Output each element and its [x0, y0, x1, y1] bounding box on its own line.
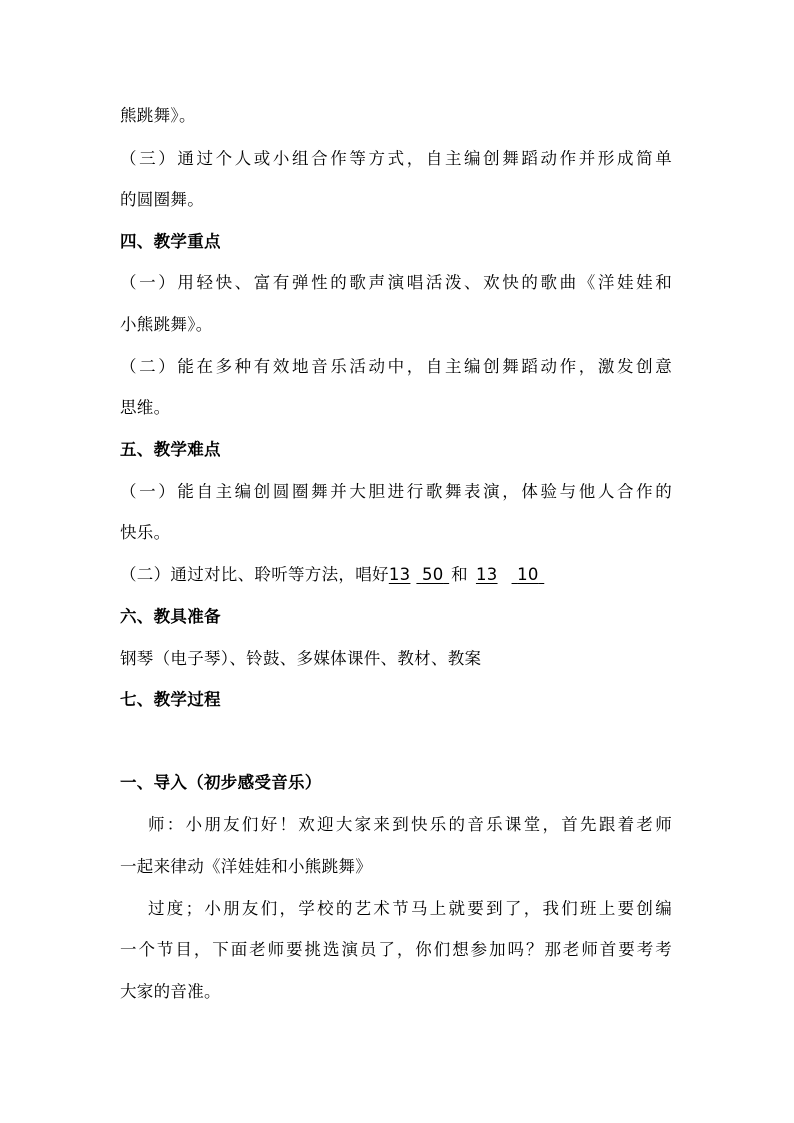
note-13-b: 13 [475, 565, 498, 584]
objective-3-line: （三）通过个人或小组合作等方式，自主编创舞蹈动作并形成简单 [120, 149, 672, 168]
note-50: 50 [421, 565, 444, 584]
difficulty-1-line: （一）能自主编创圆圈舞并大胆进行歌舞表演，体验与他人合作的 [120, 482, 672, 501]
step-heading-intro: 一、导入（初步感受音乐） [120, 773, 322, 792]
section-heading-preparation: 六、教具准备 [120, 607, 221, 626]
key-point-1-line: （一）用轻快、富有弹性的歌声演唱活泼、欢快的歌曲《洋娃娃和 [120, 273, 672, 292]
paragraph-line: 思维。 [120, 398, 171, 417]
difficulty-2-line [120, 565, 544, 585]
section-heading-process: 七、教学过程 [120, 690, 221, 709]
transition-line: 过度；小朋友们，学校的艺术节马上就要到了，我们班上要创编 [148, 899, 672, 918]
paragraph-line: 小熊跳舞》。 [120, 315, 213, 334]
difficulty-2-joiner: 和 [451, 565, 468, 584]
key-point-2-line: （二）能在多种有效地音乐活动中，自主编创舞蹈动作，激发创意 [120, 357, 672, 376]
section-heading-difficulties: 五、教学难点 [120, 440, 221, 459]
note-10: 10 [517, 565, 539, 584]
difficulty-2-prefix: （二）通过对比、聆听等方法，唱好 [120, 565, 389, 584]
paragraph-line: 大家的音准。 [120, 982, 221, 1001]
preparation-items: 钢琴（电子琴）、铃鼓、多媒体课件、教材、教案 [120, 649, 482, 668]
paragraph-line: 的圆圈舞。 [120, 190, 204, 209]
paragraph-line: 一个节目，下面老师要挑选演员了，你们想参加吗？那老师首要考考 [120, 940, 672, 959]
paragraph-line: 一起来律动《洋娃娃和小熊跳舞》 [120, 857, 372, 876]
paragraph-line: 熊跳舞》。 [120, 106, 196, 125]
section-heading-key-points: 四、教学重点 [120, 232, 221, 251]
note-13-a: 13 [388, 565, 411, 584]
teacher-greeting-line: 师：小朋友们好！欢迎大家来到快乐的音乐课堂，首先跟着老师 [148, 815, 672, 834]
paragraph-line: 快乐。 [120, 523, 171, 542]
